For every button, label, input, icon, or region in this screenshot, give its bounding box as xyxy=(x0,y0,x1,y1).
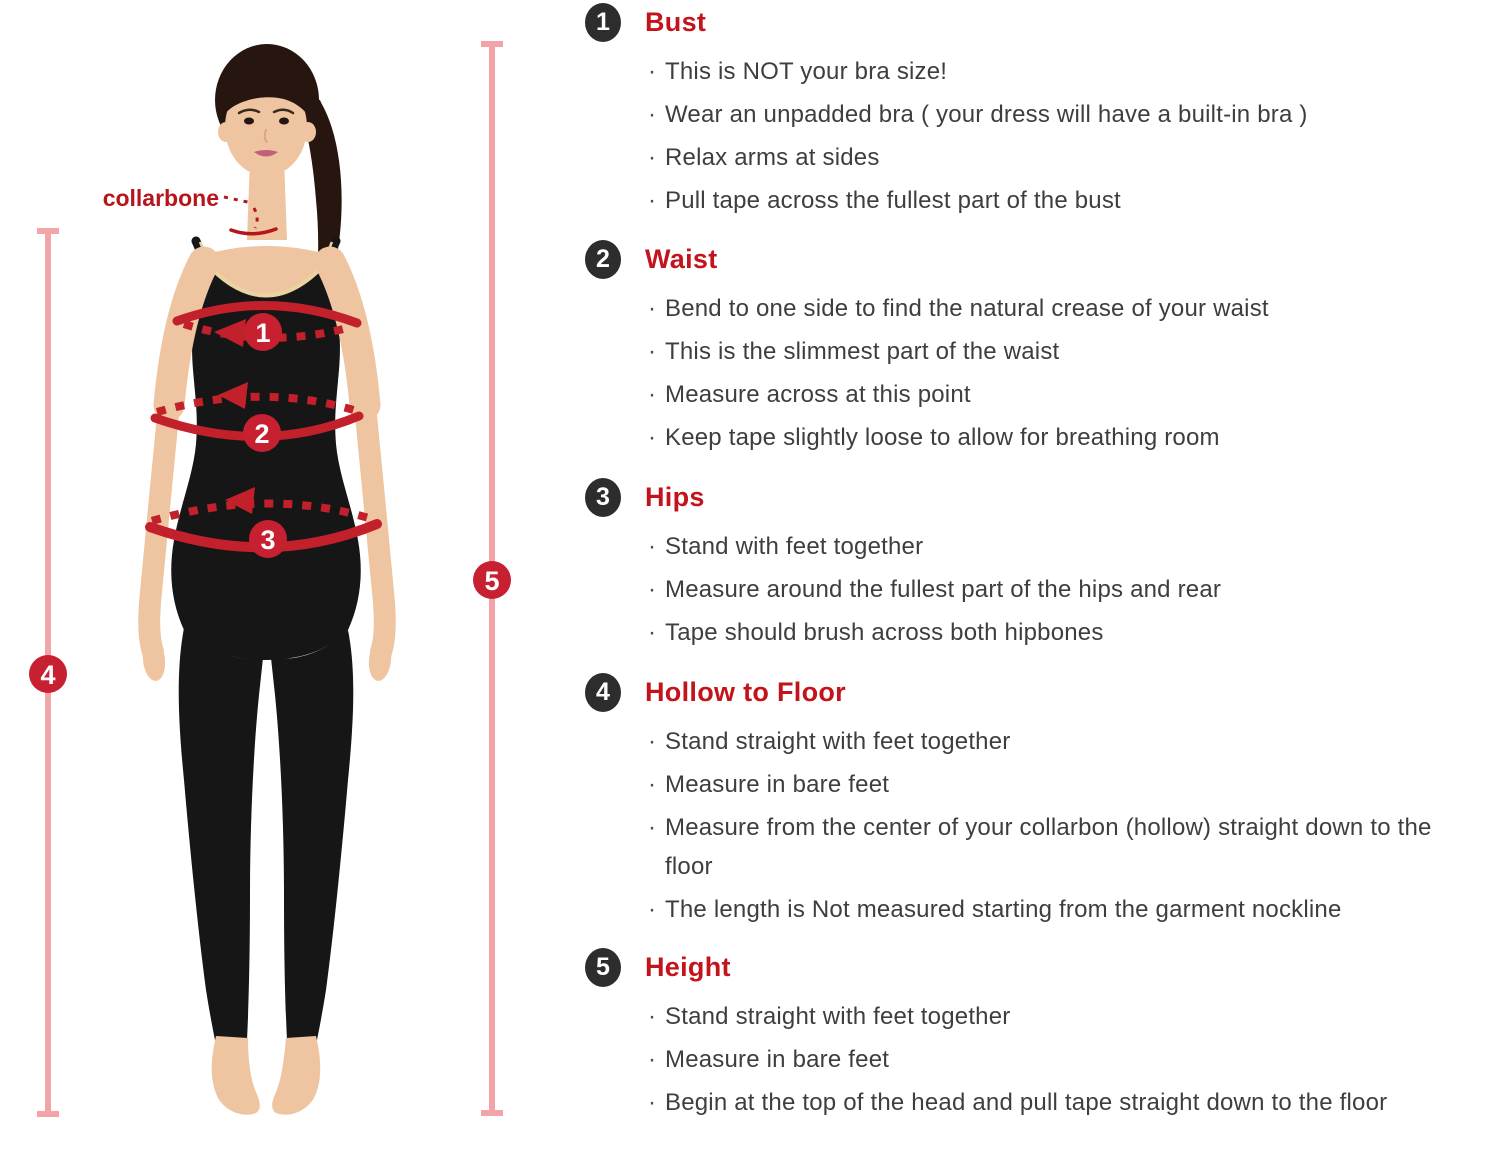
section-height-header xyxy=(585,948,1490,987)
bullet-item xyxy=(648,808,1473,886)
section-bust-header xyxy=(585,3,1490,42)
bullet-text: Begin at the top of the head and pull tape straight down to the floor xyxy=(665,1089,1388,1116)
section-hollow-to-floor xyxy=(585,673,1490,933)
section-bust xyxy=(585,3,1490,224)
section-height xyxy=(585,948,1490,1126)
bullet-text: Measure in bare feet xyxy=(665,771,890,798)
height-marker-number: 5 xyxy=(484,566,500,596)
bullet-item xyxy=(648,289,1473,328)
hips-marker-number: 3 xyxy=(260,525,276,555)
section-waist-header xyxy=(585,240,1490,279)
bullet-icon: · xyxy=(648,144,657,171)
bullet-text: Keep tape slightly loose to allow for breathing room xyxy=(665,424,1220,451)
bullet-icon: · xyxy=(648,814,657,841)
bullet-text: Stand straight with feet together xyxy=(665,728,1011,755)
bullet-item xyxy=(648,722,1473,761)
waist-marker-number: 2 xyxy=(254,419,270,449)
bullet-text: Relax arms at sides xyxy=(665,144,880,171)
bullet-item xyxy=(648,613,1473,652)
bullet-item xyxy=(648,418,1473,457)
section-number-badge: 3 xyxy=(585,478,621,517)
bust-marker-number: 1 xyxy=(255,318,271,348)
bullet-icon: · xyxy=(648,619,657,646)
bullet-list xyxy=(648,52,1473,220)
section-title: Waist xyxy=(645,244,718,274)
bullet-text: Tape should brush across both hipbones xyxy=(665,619,1104,646)
bullet-text: This is NOT your bra size! xyxy=(665,58,948,85)
bullet-text: The length is Not measured starting from the garment nockline xyxy=(665,896,1342,923)
bullet-text: Pull tape across the fullest part of the bust xyxy=(665,187,1121,214)
bullet-text: Measure in bare feet xyxy=(665,1046,890,1073)
collarbone-label: collarbone xyxy=(102,185,219,211)
bullet-item xyxy=(648,890,1473,929)
bullet-icon: · xyxy=(648,1089,657,1116)
bullet-item xyxy=(648,527,1473,566)
bullet-list xyxy=(648,527,1473,652)
bullet-text: Bend to one side to find the natural crease of your waist xyxy=(665,295,1269,322)
bullet-list xyxy=(648,997,1473,1122)
bullet-icon: · xyxy=(648,424,657,451)
bullet-icon: · xyxy=(648,728,657,755)
bullet-item xyxy=(648,997,1473,1036)
bullet-item xyxy=(648,1083,1473,1122)
bullet-icon: · xyxy=(648,533,657,560)
bullet-text: This is the slimmest part of the waist xyxy=(665,338,1060,365)
bullet-text: Measure from the center of your collarbon (hollow) straight down to the floor xyxy=(665,814,1432,880)
bullet-icon: · xyxy=(648,576,657,603)
bullet-item xyxy=(648,570,1473,609)
bullet-list xyxy=(648,289,1473,457)
bullet-icon: · xyxy=(648,1046,657,1073)
bullet-item xyxy=(648,765,1473,804)
bullet-text: Measure across at this point xyxy=(665,381,971,408)
bullet-text: Measure around the fullest part of the hips and rear xyxy=(665,576,1222,603)
bullet-icon: · xyxy=(648,381,657,408)
bullet-icon: · xyxy=(648,1003,657,1030)
section-title: Height xyxy=(645,952,731,982)
section-hips-header xyxy=(585,478,1490,517)
section-title: Hollow to Floor xyxy=(645,677,846,707)
bullet-icon: · xyxy=(648,295,657,322)
bullet-text: Stand with feet together xyxy=(665,533,924,560)
bullet-text: Wear an unpadded bra ( your dress will have a built-in bra ) xyxy=(665,101,1308,128)
bullet-item xyxy=(648,181,1473,220)
section-number-badge: 5 xyxy=(585,948,621,987)
section-waist xyxy=(585,240,1490,461)
bullet-icon: · xyxy=(648,771,657,798)
bullet-icon: · xyxy=(648,58,657,85)
bullet-item xyxy=(648,1040,1473,1079)
section-hollow-to-floor-header xyxy=(585,673,1490,712)
hollow-to-floor-marker-number: 4 xyxy=(40,660,56,690)
bullet-icon: · xyxy=(648,187,657,214)
bullet-item xyxy=(648,95,1473,134)
bullet-icon: · xyxy=(648,101,657,128)
section-hips xyxy=(585,478,1490,656)
bullet-item xyxy=(648,375,1473,414)
bullet-item xyxy=(648,52,1473,91)
section-number-badge: 4 xyxy=(585,673,621,712)
bullet-icon: · xyxy=(648,338,657,365)
section-number-badge: 1 xyxy=(585,3,621,42)
bullet-text: Stand straight with feet together xyxy=(665,1003,1011,1030)
bullet-list xyxy=(648,722,1473,929)
section-title: Bust xyxy=(645,7,707,37)
section-title: Hips xyxy=(645,482,705,512)
section-number-badge: 2 xyxy=(585,240,621,279)
bullet-item xyxy=(648,332,1473,371)
bullet-item xyxy=(648,138,1473,177)
bullet-icon: · xyxy=(648,896,657,923)
